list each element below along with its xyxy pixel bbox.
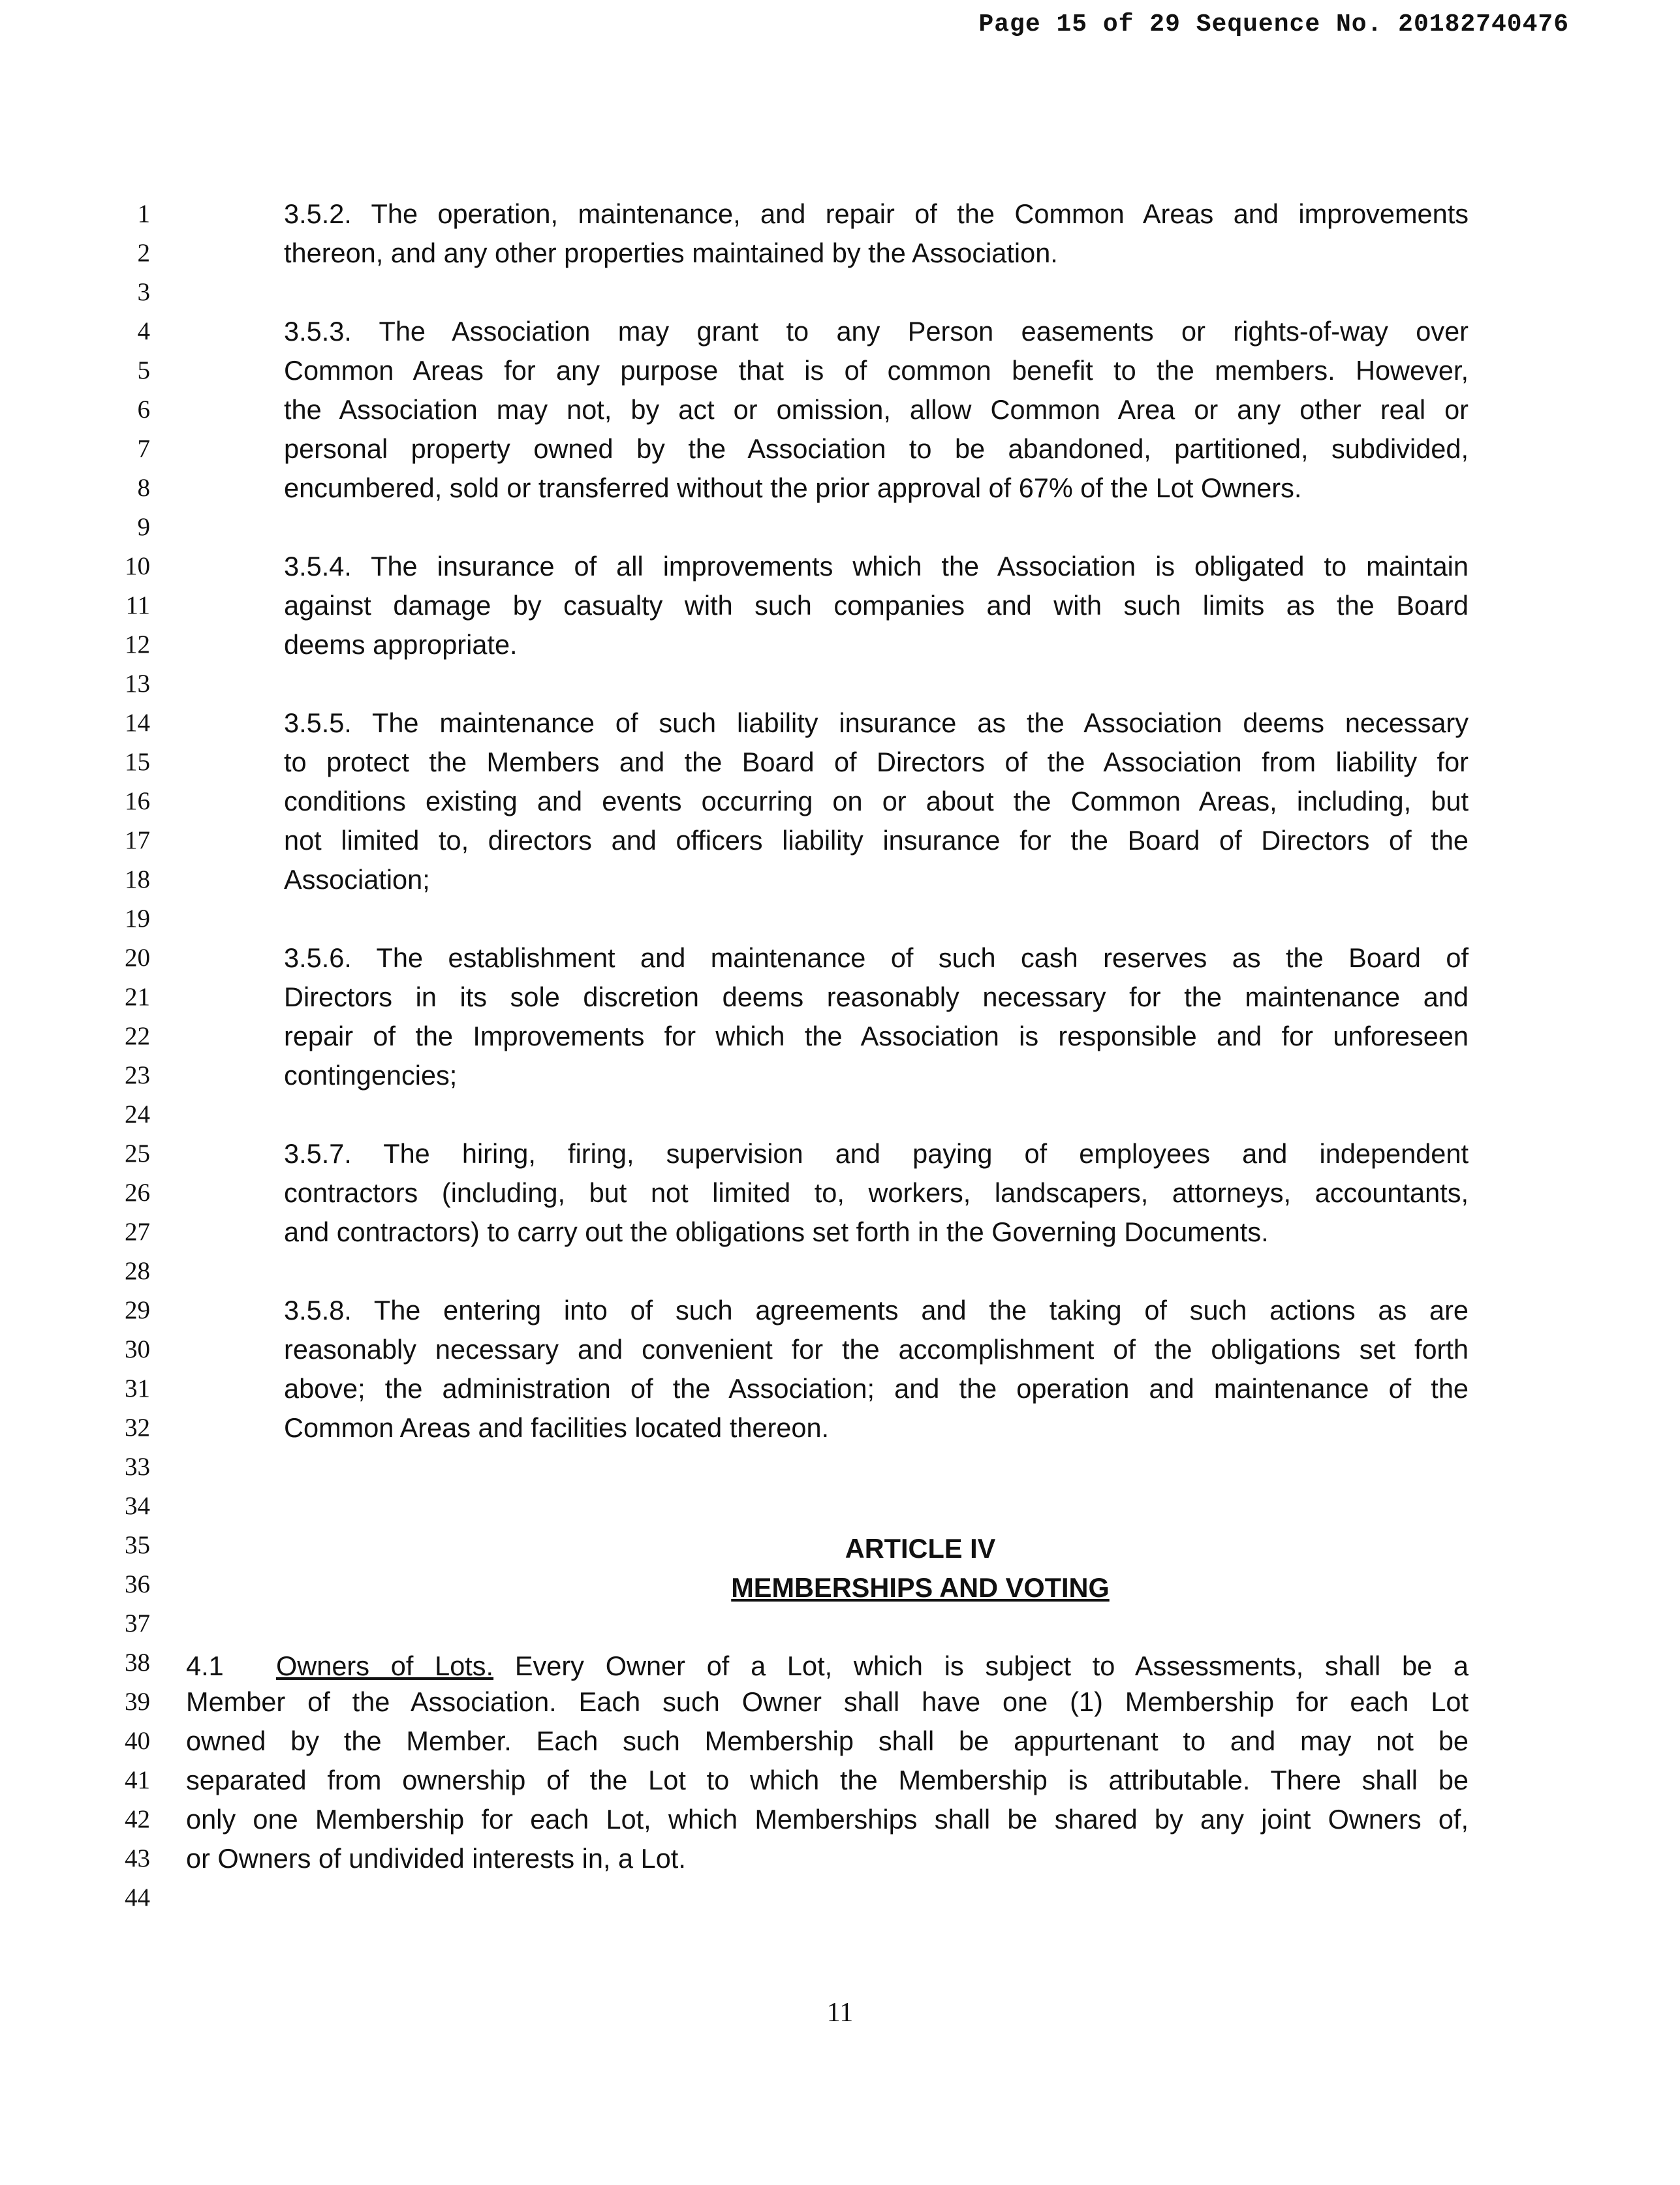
line-number: 30 <box>125 1335 150 1363</box>
line-number: 1 <box>137 200 150 228</box>
paragraph-line: the Association may not, by act or omission, allow Common Area or any other real or <box>284 394 1469 425</box>
line-number: 2 <box>137 239 150 267</box>
line-number: 33 <box>125 1453 150 1481</box>
section-number: 4.1 <box>186 1650 224 1681</box>
article-number: ARTICLE IV <box>845 1533 996 1564</box>
section-heading: Owners of Lots. <box>276 1650 494 1681</box>
paragraph-line: Common Areas for any purpose that is of common benefit to the members. However, <box>284 355 1469 386</box>
line-number: 15 <box>125 748 150 776</box>
line-number: 34 <box>125 1492 150 1520</box>
paragraph-line: deems appropriate. <box>284 629 518 660</box>
line-number: 5 <box>137 356 150 384</box>
line-number: 43 <box>125 1844 150 1872</box>
paragraph-line: 3.5.6. The establishment and maintenance of such cash reserves as the Board of <box>284 942 1469 973</box>
line-number: 11 <box>125 591 150 619</box>
line-number: 25 <box>125 1139 150 1168</box>
paragraph-line: encumbered, sold or transferred without the prior approval of 67% of the Lot Owners. <box>284 473 1302 503</box>
line-number: 10 <box>125 552 150 580</box>
line-number: 42 <box>125 1805 150 1833</box>
paragraph-line: and contractors) to carry out the obligations set forth in the Governing Documents. <box>284 1216 1269 1247</box>
line-number: 21 <box>125 983 150 1011</box>
paragraph-line: 3.5.3. The Association may grant to any Person easements or rights-of-way over <box>284 316 1469 347</box>
line-number: 23 <box>125 1061 150 1089</box>
line-number: 13 <box>125 670 150 698</box>
paragraph-line: contingencies; <box>284 1060 458 1091</box>
line-number: 14 <box>125 709 150 737</box>
line-number: 31 <box>125 1374 150 1402</box>
page-header: Page 15 of 29 Sequence No. 20182740476 <box>978 10 1569 39</box>
paragraph-line: against damage by casualty with such companies and with such limits as the Board <box>284 590 1469 621</box>
line-number: 17 <box>125 826 150 854</box>
paragraph-line: Association; <box>284 864 430 895</box>
paragraph-line: personal property owned by the Association to be abandoned, partitioned, subdivided, <box>284 433 1469 464</box>
line-number: 3 <box>137 278 150 306</box>
paragraph-line: 3.5.8. The entering into of such agreements and the taking of such actions as are <box>284 1295 1469 1325</box>
line-number: 8 <box>137 474 150 502</box>
line-number: 9 <box>137 513 150 541</box>
line-number: 20 <box>125 944 150 972</box>
line-number: 37 <box>125 1609 150 1637</box>
line-number: 32 <box>125 1414 150 1442</box>
section-first-line-text: Every Owner of a Lot, which is subject to Assessments, shall be a <box>493 1650 1469 1681</box>
line-number: 16 <box>125 787 150 815</box>
line-number: 40 <box>125 1727 150 1755</box>
paragraph-line: to protect the Members and the Board of Directors of the Association from liability for <box>284 747 1469 777</box>
line-number: 27 <box>125 1218 150 1246</box>
section-4-1-heading-line <box>186 1650 1469 1682</box>
paragraph-line: 3.5.2. The operation, maintenance, and repair of the Common Areas and improvements <box>284 198 1469 229</box>
paragraph-line: 3.5.5. The maintenance of such liability insurance as the Association deems necessary <box>284 707 1469 738</box>
line-number: 19 <box>125 905 150 933</box>
section-body-line: owned by the Member. Each such Membership shall be appurtenant to and may not be <box>186 1726 1469 1756</box>
line-number: 36 <box>125 1570 150 1598</box>
paragraph-line: Common Areas and facilities located thereon. <box>284 1412 830 1443</box>
paragraph-line: Directors in its sole discretion deems reasonably necessary for the maintenance and <box>284 982 1469 1012</box>
paragraph-line: 3.5.4. The insurance of all improvements which the Association is obligated to maintain <box>284 551 1469 581</box>
section-body-line: or Owners of undivided interests in, a Lot. <box>186 1843 686 1874</box>
paragraph-line: contractors (including, but not limited to, workers, landscapers, attorneys, accountants, <box>284 1177 1469 1208</box>
line-number: 7 <box>137 435 150 463</box>
line-number: 4 <box>137 317 150 345</box>
paragraph-line: not limited to, directors and officers liability insurance for the Board of Directors of the <box>284 825 1469 856</box>
line-number: 29 <box>125 1296 150 1324</box>
paragraph-line: repair of the Improvements for which the Association is responsible and for unforeseen <box>284 1021 1469 1051</box>
line-number: 39 <box>125 1688 150 1716</box>
section-body-line: only one Membership for each Lot, which Memberships shall be shared by any joint Owners of, <box>186 1804 1469 1835</box>
line-number: 26 <box>125 1179 150 1207</box>
section-body-line: Member of the Association. Each such Owner shall have one (1) Membership for each Lot <box>186 1686 1469 1717</box>
article-title <box>186 1572 1655 1604</box>
line-number: 22 <box>125 1022 150 1050</box>
line-number: 18 <box>125 865 150 893</box>
line-number: 6 <box>137 395 150 424</box>
line-number: 35 <box>125 1531 150 1559</box>
line-number: 41 <box>125 1766 150 1794</box>
article-title-text: MEMBERSHIPS AND VOTING <box>731 1572 1110 1603</box>
page-number: 11 <box>826 1998 854 2028</box>
line-number: 28 <box>125 1257 150 1285</box>
paragraph-line: reasonably necessary and convenient for the accomplishment of the obligations set forth <box>284 1334 1469 1365</box>
line-number: 12 <box>125 630 150 659</box>
line-number: 38 <box>125 1649 150 1677</box>
paragraph-line: conditions existing and events occurring on or about the Common Areas, including, but <box>284 786 1469 816</box>
paragraph-line: 3.5.7. The hiring, firing, supervision and paying of employees and independent <box>284 1138 1469 1169</box>
section-body-line: separated from ownership of the Lot to which the Membership is attributable. There shall be <box>186 1765 1469 1795</box>
paragraph-line: above; the administration of the Association; and the operation and maintenance of the <box>284 1373 1469 1404</box>
line-number: 44 <box>125 1883 150 1912</box>
paragraph-line: thereon, and any other properties maintained by the Association. <box>284 238 1058 268</box>
line-number: 24 <box>125 1100 150 1128</box>
